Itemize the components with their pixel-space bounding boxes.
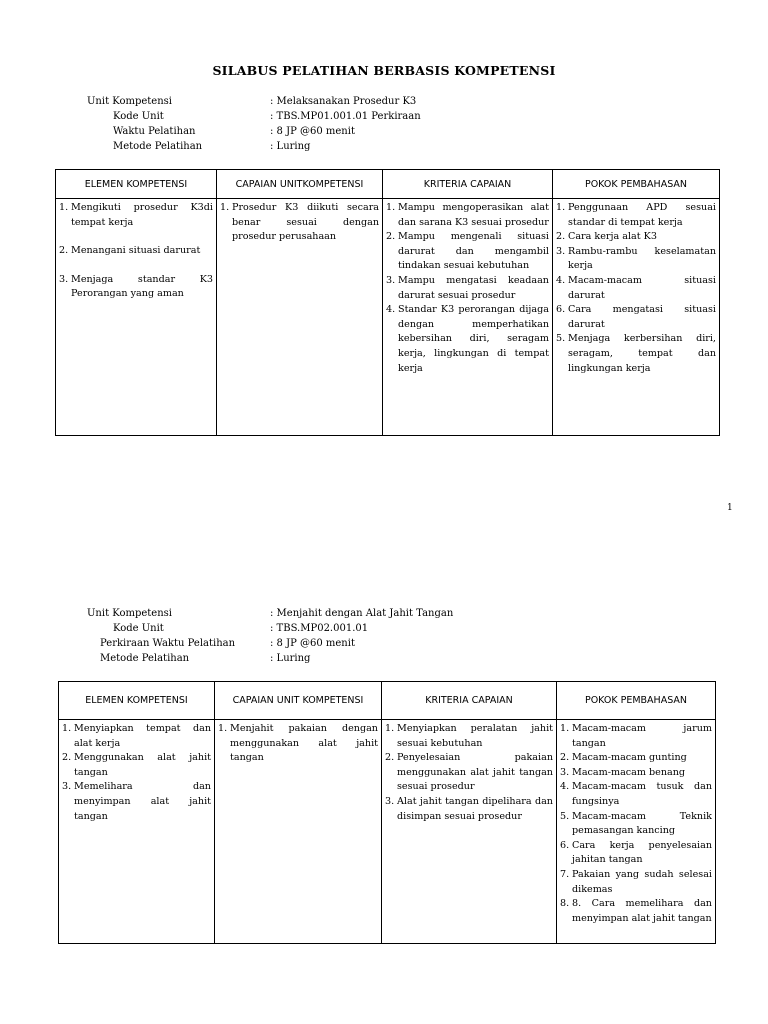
info-label: Waktu Pelatihan xyxy=(113,126,196,137)
list-item: 1. Menyiapkan peralatan jahit sesuai kebutuhan xyxy=(385,723,553,749)
list-item: 1. Macam-macam jarum tangan xyxy=(560,723,712,749)
table-row xyxy=(56,199,720,436)
cell-capaian xyxy=(215,720,382,944)
header-elemen: ELEMEN KOMPETENSI xyxy=(59,682,215,720)
list-item: 2. Menangani situasi darurat xyxy=(59,245,201,257)
cell-kriteria xyxy=(383,199,553,436)
cell-elemen xyxy=(56,199,217,436)
cell-pokok xyxy=(553,199,720,436)
table-header-row xyxy=(56,170,720,199)
list-item: 2. Penyelesaian pakaian menggunakan alat jahit tangan sesuai prosedur xyxy=(385,752,553,793)
info-value: : Menjahit dengan Alat Jahit Tangan xyxy=(270,608,454,619)
info-value: : TBS.MP01.001.01 Perkiraan xyxy=(270,111,421,122)
list-item: 3. Menjaga standar K3 Perorangan yang aman xyxy=(59,273,213,300)
silabus-table-2 xyxy=(58,681,716,944)
cell-elemen xyxy=(59,720,215,944)
list-item: 6. Cara mengatasi situasi darurat xyxy=(556,304,716,330)
list-item: 8. 8. Cara memelihara dan menyimpan alat jahit tangan xyxy=(560,898,712,924)
list-item: 6. Cara kerja penyelesaian jahitan tangan xyxy=(560,839,712,866)
list-item: 2. Menggunakan alat jahit tangan xyxy=(62,752,211,778)
list-item: 4. Macam-macam tusuk dan fungsinya xyxy=(560,781,712,807)
info-label: Kode Unit xyxy=(113,623,164,634)
info-label: Metode Pelatihan xyxy=(113,141,203,152)
cell-capaian xyxy=(217,199,383,436)
list-item: 3. Alat jahit tangan dipelihara dan disimpan sesuai prosedur xyxy=(385,795,553,822)
list-item: 4. Macam-macam situasi darurat xyxy=(556,274,716,301)
list-item: 2. Cara kerja alat K3 xyxy=(556,231,657,243)
header-elemen: ELEMEN KOMPETENSI xyxy=(56,170,217,199)
info-value: : Luring xyxy=(270,653,311,664)
header-capaian: CAPAIAN UNITKOMPETENSI xyxy=(217,170,383,199)
info-label: Perkiraan Waktu Pelatihan xyxy=(100,638,236,649)
list-item: 7. Pakaian yang sudah selesai dikemas xyxy=(560,868,712,895)
header-capaian: CAPAIAN UNIT KOMPETENSI xyxy=(215,682,382,720)
info-value: : 8 JP @60 menit xyxy=(270,638,355,649)
info-value: : 8 JP @60 menit xyxy=(270,126,355,137)
list-item: 1. Mampu mengoperasikan alat dan sarana K3 sesuai prosedur xyxy=(386,202,549,228)
info-label: Metode Pelatihan xyxy=(100,653,190,664)
list-item: 2. Macam-macam gunting xyxy=(560,752,687,764)
list-item: 3. Macam-macam benang xyxy=(560,766,686,778)
list-item: 1. Menyiapkan tempat dan alat kerja xyxy=(62,723,211,749)
list-item: 3. Rambu-rambu keselamatan kerja xyxy=(556,245,716,272)
header-pokok: POKOK PEMBAHASAN xyxy=(553,170,720,199)
list-item: 1. Prosedur K3 diikuti secara benar sesuai dengan prosedur perusahaan xyxy=(220,202,379,243)
document-title: SILABUS PELATIHAN BERBASIS KOMPETENSI xyxy=(212,63,556,78)
info-label: Unit Kompetensi xyxy=(87,608,172,619)
list-item: 1. Penggunaan APD sesuai standar di tempat kerja xyxy=(556,202,716,228)
list-item: 5. Menjaga kerbersihan diri, seragam, tempat dan lingkungan kerja xyxy=(556,333,716,374)
list-item: 3. Mampu mengatasi keadaan darurat sesuai prosedur xyxy=(386,274,549,301)
table-row xyxy=(59,720,716,944)
info-value: : Melaksanakan Prosedur K3 xyxy=(270,96,417,107)
list-item: 4. Standar K3 perorangan dijaga dengan memperhatikan kebersihan diri, seragam kerja, lingkungan di tempat kerja xyxy=(386,304,549,374)
header-kriteria: KRITERIA CAPAIAN xyxy=(383,170,553,199)
list-item: 1. Menjahit pakaian dengan menggunakan alat jahit tangan xyxy=(218,723,378,764)
cell-kriteria xyxy=(382,720,557,944)
list-item: 1. Mengikuti prosedur K3di tempat kerja xyxy=(59,202,213,228)
page-number: 1 xyxy=(727,503,733,513)
header-pokok: POKOK PEMBAHASAN xyxy=(557,682,716,720)
info-value: : TBS.MP02.001.01 xyxy=(270,623,369,634)
list-item: 5. Macam-macam Teknik pemasangan kancing xyxy=(560,810,712,837)
list-item: 2. Mampu mengenali situasi darurat dan mengambil tindakan sesuai kebutuhan xyxy=(386,231,549,272)
silabus-table-1 xyxy=(55,169,720,436)
info-label: Unit Kompetensi xyxy=(87,96,172,107)
table-header-row xyxy=(59,682,716,720)
cell-pokok xyxy=(557,720,716,944)
info-value: : Luring xyxy=(270,141,311,152)
header-kriteria: KRITERIA CAPAIAN xyxy=(382,682,557,720)
list-item: 3. Memelihara dan menyimpan alat jahit tangan xyxy=(62,781,211,822)
info-label: Kode Unit xyxy=(113,111,164,122)
